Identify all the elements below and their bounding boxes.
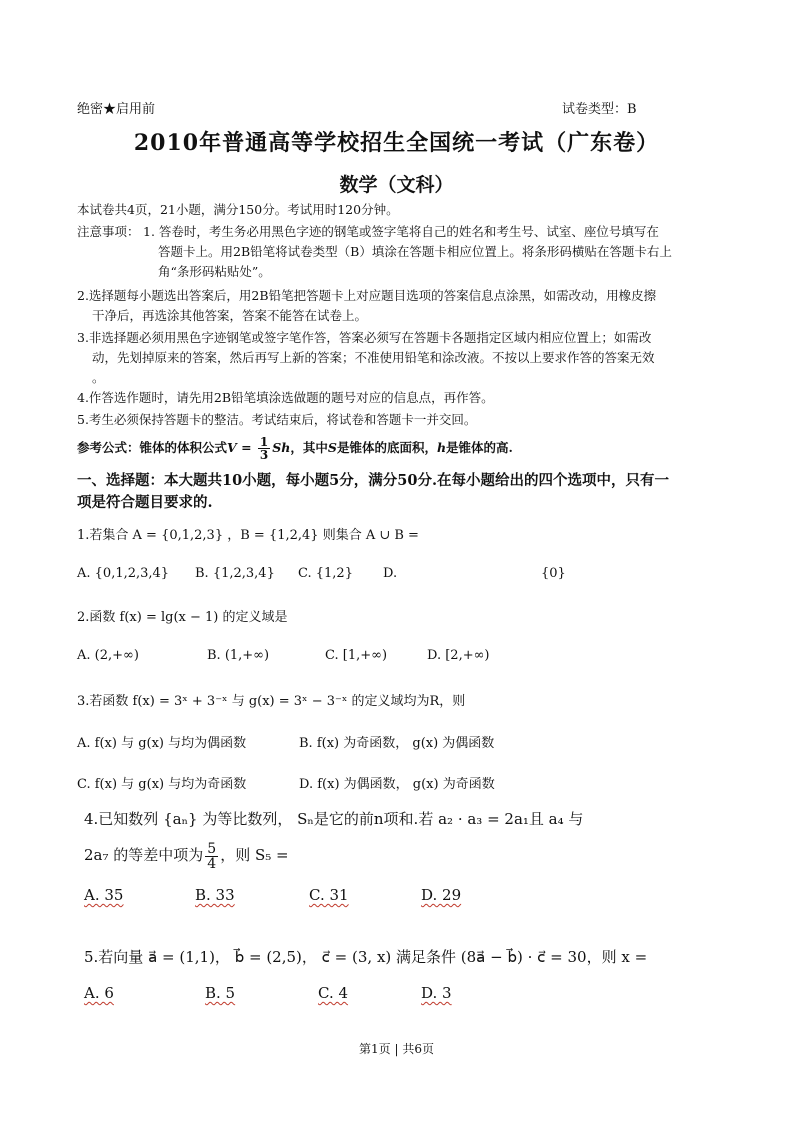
formula-suffix: 是锥体的高. [446,440,513,455]
formula-mid: ，其中 [290,440,328,455]
section-heading-line-1: 一、选择题：本大题共10小题，每小题5分，满分50分.在每小题给出的四个选项中，只有一 [77,472,669,489]
question-5-option-d: D. 3 [421,984,452,1002]
formula-sh: Sh [272,440,291,455]
formula-eq: = [236,440,256,455]
question-5-stem: 5.若向量 a⃗ = (1,1)， b⃗ = (2,5)， c⃗ = (3, x) 满足条件 (8a⃗ − b⃗) · c⃗ = 30，则 x = [84,948,648,966]
fraction-numerator: 1 [259,435,269,449]
question-1-option-b: B. {1,2,3,4} [195,566,275,581]
question-4-option-c: C. 31 [309,886,349,904]
note-1-line-2: 答题卡上。用2B铅笔将试卷类型（B）填涂在答题卡相应位置上。将条形码横贴在答题卡右上 [158,244,672,259]
fraction-denominator: 3 [259,448,269,462]
question-3-option-b: B. f(x) 为奇函数， g(x) 为偶函数 [299,736,495,751]
question-2-option-c: C. [1,+∞) [325,648,388,663]
question-1-option-c: C. {1,2} [298,566,353,581]
notes-label: 注意事项： [77,224,140,239]
question-2-option-b: B. (1,+∞) [207,648,270,663]
note-1-line-1: 1. 答卷时，考生务必用黑色字迹的钢笔或签字笔将自己的姓名和考生号、试室、座位号填写在 [143,224,659,239]
question-3-option-a: A. f(x) 与 g(x) 与均为偶函数 [77,736,247,751]
note-3-line-1: 3.非选择题必须用黑色字迹钢笔或签字笔作答，答案必须写在答题卡各题指定区域内相应位置上；如需改 [77,330,652,345]
question-4-fraction [205,842,218,871]
question-4-line-2-prefix: 2a₇ 的等差中项为 [84,846,204,864]
paper-type-label: 试卷类型：B [562,102,637,117]
question-1-option-d-value: {0} [541,566,566,581]
reference-formula [77,434,513,462]
question-2-option-d: D. [2,+∞) [427,648,490,663]
question-1-stem: 1.若集合 A = {0,1,2,3} ，B = {1,2,4} 则集合 A ∪ B = [77,528,419,543]
question-4-fraction-denominator: 4 [207,855,217,872]
question-4-fraction-numerator: 5 [207,840,217,857]
note-2-line-1: 2.选择题每小题选出答案后，用2B铅笔把答题卡上对应题目选项的答案信息点涂黑，如需改动，用橡皮擦 [77,288,657,303]
exam-title: 2010年普通高等学校招生全国统一考试（广东卷） [133,130,660,156]
formula-fraction [258,436,270,461]
note-2-line-2: 干净后，再选涂其他答案，答案不能答在试卷上。 [92,308,368,323]
page-footer: 第1页 | 共6页 [359,1042,434,1056]
question-4-option-a: A. 35 [84,886,124,904]
question-2-option-a: A. (2,+∞) [77,648,139,663]
question-2-stem: 2.函数 f(x) = lg(x − 1) 的定义域是 [77,610,288,625]
question-4-line-1: 4.已知数列 {aₙ} 为等比数列， Sₙ是它的前n项和.若 a₂ · a₃ = 2a₁且 a₄ 与 [84,810,584,828]
question-5-option-b: B. 5 [205,984,236,1002]
question-5-option-a: A. 6 [84,984,114,1002]
formula-prefix: 参考公式：锥体的体积公式 [77,440,228,455]
note-3-line-2: 动，先划掉原来的答案，然后再写上新的答案；不准使用铅笔和涂改液。不按以上要求作答的答案无效 [92,350,655,365]
exam-subtitle: 数学（文科） [339,174,454,196]
formula-s: S [327,440,337,455]
note-1-line-3: 角“条形码粘贴处”。 [158,264,271,279]
question-4-line-2-suffix: ，则 S₅ = [220,846,289,864]
formula-v: V [227,440,237,455]
question-5-option-c: C. 4 [318,984,349,1002]
question-3-stem: 3.若函数 f(x) = 3ˣ + 3⁻ˣ 与 g(x) = 3ˣ − 3⁻ˣ 的定义域均为R，则 [77,694,466,709]
formula-h: h [436,440,447,455]
question-3-option-d: D. f(x) 为偶函数， g(x) 为奇函数 [299,777,495,792]
confidential-label: 绝密★启用前 [77,102,156,117]
question-3-option-c: C. f(x) 与 g(x) 与均为奇函数 [77,777,247,792]
note-5: 5.考生必须保持答题卡的整洁。考试结束后，将试卷和答题卡一并交回。 [77,412,477,427]
formula-mid2: 是锥体的底面积， [336,440,437,455]
intro-text: 本试卷共4页，21小题，满分150分。考试用时120分钟。 [77,202,399,217]
question-1-option-d: D. [383,566,398,581]
question-4-line-2 [84,838,289,872]
note-4: 4.作答选作题时，请先用2B铅笔填涂选做题的题号对应的信息点，再作答。 [77,390,494,405]
question-1-option-a: A. {0,1,2,3,4} [77,566,170,581]
section-heading-line-2: 项是符合题目要求的. [77,494,213,511]
note-3-line-3: 。 [92,370,105,385]
question-4-option-d: D. 29 [421,886,462,904]
question-4-option-b: B. 33 [195,886,235,904]
